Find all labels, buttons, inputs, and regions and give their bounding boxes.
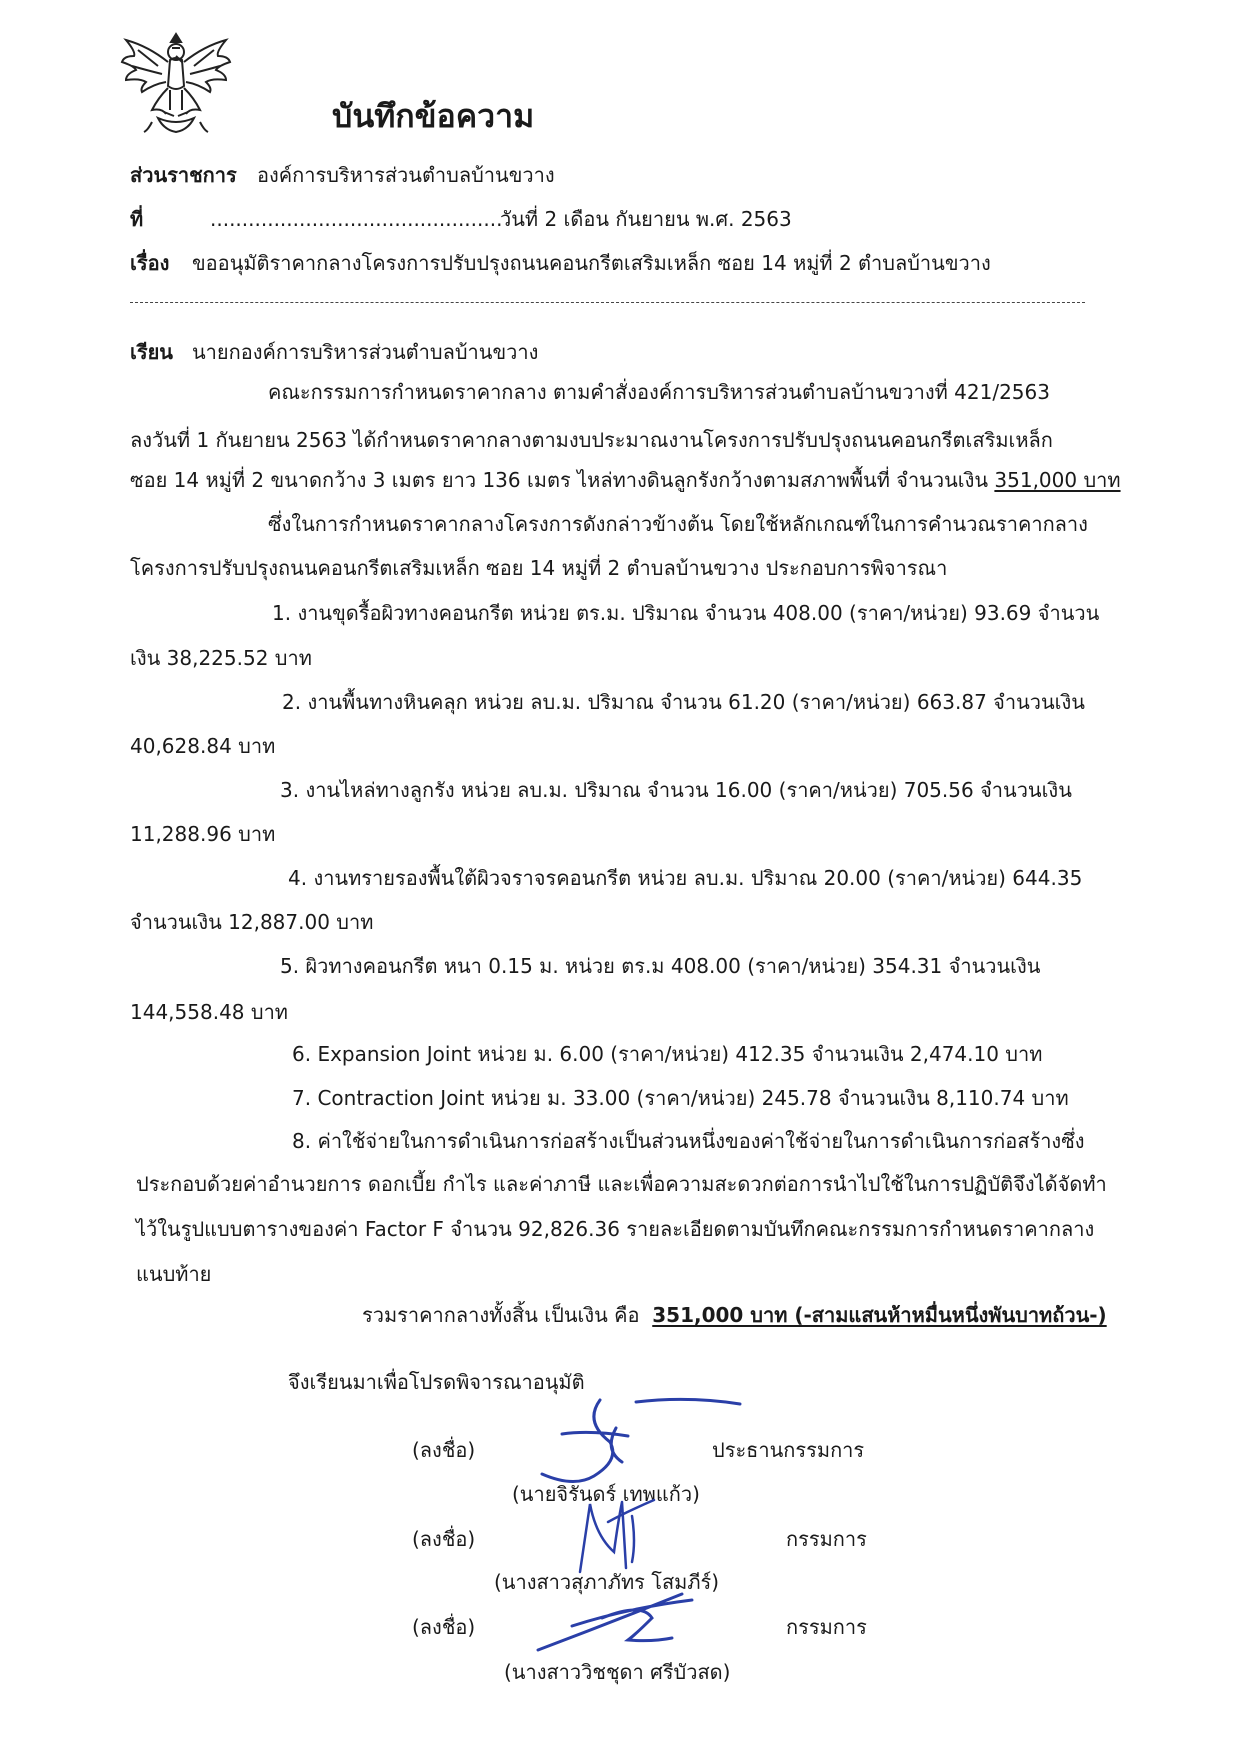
item-5-line-1: 5. ผิวทางคอนกรีต หนา 0.15 ม. หน่วย ตร.ม 408.00 (ราคา/หน่วย) 354.31 จำนวนเงิน bbox=[280, 954, 1041, 978]
item-4-line-2: จำนวนเงิน 12,887.00 บาท bbox=[130, 910, 374, 934]
paragraph-1-line-3: ซอย 14 หมู่ที่ 2 ขนาดกว้าง 3 เมตร ยาว 136 เมตร ไหล่ทางดินลูกรังกว้างตามสภาพพื้นที่ จำนวนเงิน 351,000 บาท bbox=[130, 468, 1121, 492]
subject-value: ขออนุมัติราคากลางโครงการปรับปรุงถนนคอนกรีตเสริมเหล็ก ซอย 14 หมู่ที่ 2 ตำบลบ้านขวาง bbox=[192, 251, 991, 275]
garuda-emblem-icon bbox=[118, 26, 234, 136]
agency-value: องค์การบริหารส่วนตำบลบ้านขวาง bbox=[257, 163, 555, 187]
paragraph-1-line-1: คณะกรรมการกำหนดราคากลาง ตามคำสั่งองค์การบริหารส่วนตำบลบ้านขวางที่ 421/2563 bbox=[268, 380, 1050, 404]
item-3-line-2: 11,288.96 บาท bbox=[130, 822, 276, 846]
sign-label-2: (ลงชื่อ) bbox=[412, 1527, 476, 1551]
agency-label: ส่วนราชการ bbox=[130, 163, 237, 187]
sign-label-3: (ลงชื่อ) bbox=[412, 1615, 476, 1639]
item-8-line-4: แนบท้าย bbox=[136, 1262, 212, 1286]
item-6: 6. Expansion Joint หน่วย ม. 6.00 (ราคา/หน่วย) 412.35 จำนวนเงิน 2,474.10 บาท bbox=[292, 1042, 1043, 1066]
recipient-label: เรียน bbox=[130, 340, 173, 364]
signer-name-1: (นายจิรันดร์ เทพแก้ว) bbox=[512, 1482, 700, 1506]
item-8-line-3: ไว้ในรูปแบบตารางของค่า Factor F จำนวน 92,826.36 รายละเอียดตามบันทึกคณะกรรมการกำหนดราคากลาง bbox=[136, 1217, 1095, 1241]
signer-name-3: (นางสาววิชชุดา ศรีบัวสด) bbox=[504, 1660, 731, 1684]
signature-2 bbox=[566, 1492, 666, 1578]
signature-3 bbox=[532, 1588, 722, 1658]
item-8-line-2: ประกอบด้วยค่าอำนวยการ ดอกเบี้ย กำไร และค่าภาษี และเพื่อความสะดวกต่อการนำไปใช้ในการปฏิบัติจึงได้จัดทำ bbox=[136, 1172, 1107, 1196]
total-value: 351,000 บาท (-สามแสนห้าหมื่นหนึ่งพันบาทถ้วน-) bbox=[652, 1303, 1107, 1327]
role-3: กรรมการ bbox=[786, 1615, 867, 1639]
total-line bbox=[362, 1303, 1107, 1327]
total-label: รวมราคากลางทั้งสิ้น เป็นเงิน คือ bbox=[362, 1303, 640, 1327]
item-8-line-1: 8. ค่าใช้จ่ายในการดำเนินการก่อสร้างเป็นส่วนหนึ่งของค่าใช้จ่ายในการดำเนินการก่อสร้างซึ่ง bbox=[292, 1129, 1085, 1153]
reference-label: ที่ bbox=[130, 207, 144, 231]
reference-value: .............................................. bbox=[210, 207, 503, 231]
signer-name-2: (นางสาวสุภาภัทร โสมภีร์) bbox=[494, 1570, 720, 1594]
role-1: ประธานกรรมการ bbox=[712, 1438, 865, 1462]
item-3-line-1: 3. งานไหล่ทางลูกรัง หน่วย ลบ.ม. ปริมาณ จำนวน 16.00 (ราคา/หน่วย) 705.56 จำนวนเงิน bbox=[280, 778, 1072, 802]
memo-date: วันที่ 2 เดือน กันยายน พ.ศ. 2563 bbox=[500, 207, 792, 231]
role-2: กรรมการ bbox=[786, 1527, 867, 1551]
subject-label: เรื่อง bbox=[130, 251, 170, 275]
item-2-line-2: 40,628.84 บาท bbox=[130, 734, 276, 758]
recipient-value: นายกองค์การบริหารส่วนตำบลบ้านขวาง bbox=[192, 340, 539, 364]
header-divider bbox=[130, 302, 1085, 303]
item-5-line-2: 144,558.48 บาท bbox=[130, 1000, 288, 1024]
item-1-line-2: เงิน 38,225.52 บาท bbox=[130, 646, 312, 670]
paragraph-1-line-2: ลงวันที่ 1 กันยายน 2563 ได้กำหนดราคากลางตามงบประมาณงานโครงการปรับปรุงถนนคอนกรีตเสริมเหล็ก bbox=[130, 428, 1053, 452]
paragraph-2-line-2: โครงการปรับปรุงถนนคอนกรีตเสริมเหล็ก ซอย 14 หมู่ที่ 2 ตำบลบ้านขวาง ประกอบการพิจารณา bbox=[130, 556, 948, 580]
item-7: 7. Contraction Joint หน่วย ม. 33.00 (ราคา/หน่วย) 245.78 จำนวนเงิน 8,110.74 บาท bbox=[292, 1086, 1069, 1110]
item-4-line-1: 4. งานทรายรองพื้นใต้ผิวจราจรคอนกรีต หน่วย ลบ.ม. ปริมาณ 20.00 (ราคา/หน่วย) 644.35 bbox=[288, 866, 1083, 890]
paragraph-2-line-1: ซึ่งในการกำหนดราคากลางโครงการดังกล่าวข้างต้น โดยใช้หลักเกณฑ์ในการคำนวณราคากลาง bbox=[268, 512, 1088, 536]
item-2-line-1: 2. งานพื้นทางหินคลุก หน่วย ลบ.ม. ปริมาณ จำนวน 61.20 (ราคา/หน่วย) 663.87 จำนวนเงิน bbox=[282, 690, 1085, 714]
memo-title: บันทึกข้อความ bbox=[332, 97, 535, 135]
item-1-line-1: 1. งานขุดรื้อผิวทางคอนกรีต หน่วย ตร.ม. ปริมาณ จำนวน 408.00 (ราคา/หน่วย) 93.69 จำนวน bbox=[272, 601, 1100, 625]
budget-amount: 351,000 บาท bbox=[994, 468, 1121, 492]
sign-label-1: (ลงชื่อ) bbox=[412, 1438, 476, 1462]
closing-line: จึงเรียนมาเพื่อโปรดพิจารณาอนุมัติ bbox=[288, 1370, 585, 1394]
